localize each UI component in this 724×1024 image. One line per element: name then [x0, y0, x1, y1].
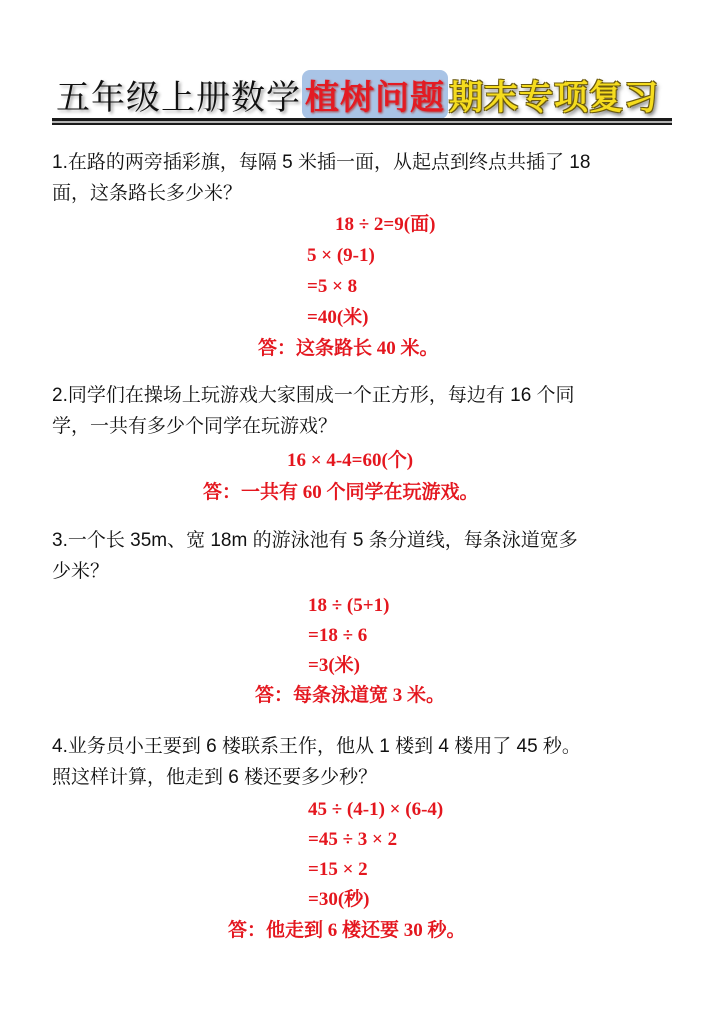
problem-3-step: =18 ÷ 6 [308, 625, 368, 646]
question-line: 面，这条路长多少米？ [52, 183, 243, 204]
title-grade-subject: 五年级上册数学 [56, 77, 301, 118]
problem-1-question [52, 147, 682, 209]
problem-1-step: 18 ÷ 2=9(面) [335, 214, 436, 235]
problem-3-step: 18 ÷ (5+1) [308, 595, 390, 616]
title-divider-thin [52, 123, 672, 125]
problem-2-step: 16 × 4-4=60(个) [287, 450, 414, 471]
question-line: 3.一个长 35m、宽 18m 的游泳池有 5 条分道线，每条泳道宽多 [52, 530, 578, 551]
problem-2-question [52, 380, 682, 442]
problem-4-step: =15 × 2 [308, 859, 368, 880]
problem-1-step: 5 × (9-1) [307, 245, 375, 266]
page-title [56, 72, 676, 116]
title-review-label: 期末专项复习 [449, 77, 659, 118]
title-topic-highlight: 植树问题 [302, 70, 448, 119]
problem-1-answer: 答：这条路长 40 米。 [258, 338, 439, 359]
problem-4-step: =45 ÷ 3 × 2 [308, 829, 398, 850]
problem-4-question [52, 731, 682, 793]
problem-4-answer: 答：他走到 6 楼还要 30 秒。 [228, 920, 466, 941]
problem-1-step: =5 × 8 [307, 276, 358, 297]
problem-3-step: =3(米) [308, 655, 360, 676]
problem-2-answer: 答：一共有 60 个同学在玩游戏。 [203, 482, 479, 503]
problem-3-answer: 答：每条泳道宽 3 米。 [255, 685, 446, 706]
question-line: 照这样计算，他走到 6 楼还要多少秒？ [52, 767, 378, 788]
problem-4-step: =30(秒) [308, 889, 370, 910]
question-line: 2.同学们在操场上玩游戏大家围成一个正方形，每边有 16 个同 [52, 385, 575, 406]
question-line: 学，一共有多少个同学在玩游戏？ [52, 416, 338, 437]
problem-3-question [52, 525, 682, 587]
problem-4-step: 45 ÷ (4-1) × (6-4) [308, 799, 444, 820]
problem-1-step: =40(米) [307, 307, 369, 328]
question-line: 少米？ [52, 561, 110, 582]
question-line: 4.业务员小王要到 6 楼联系王作，他从 1 楼到 4 楼用了 45 秒。 [52, 736, 581, 757]
question-line: 1.在路的两旁插彩旗，每隔 5 米插一面，从起点到终点共插了 18 [52, 152, 591, 173]
